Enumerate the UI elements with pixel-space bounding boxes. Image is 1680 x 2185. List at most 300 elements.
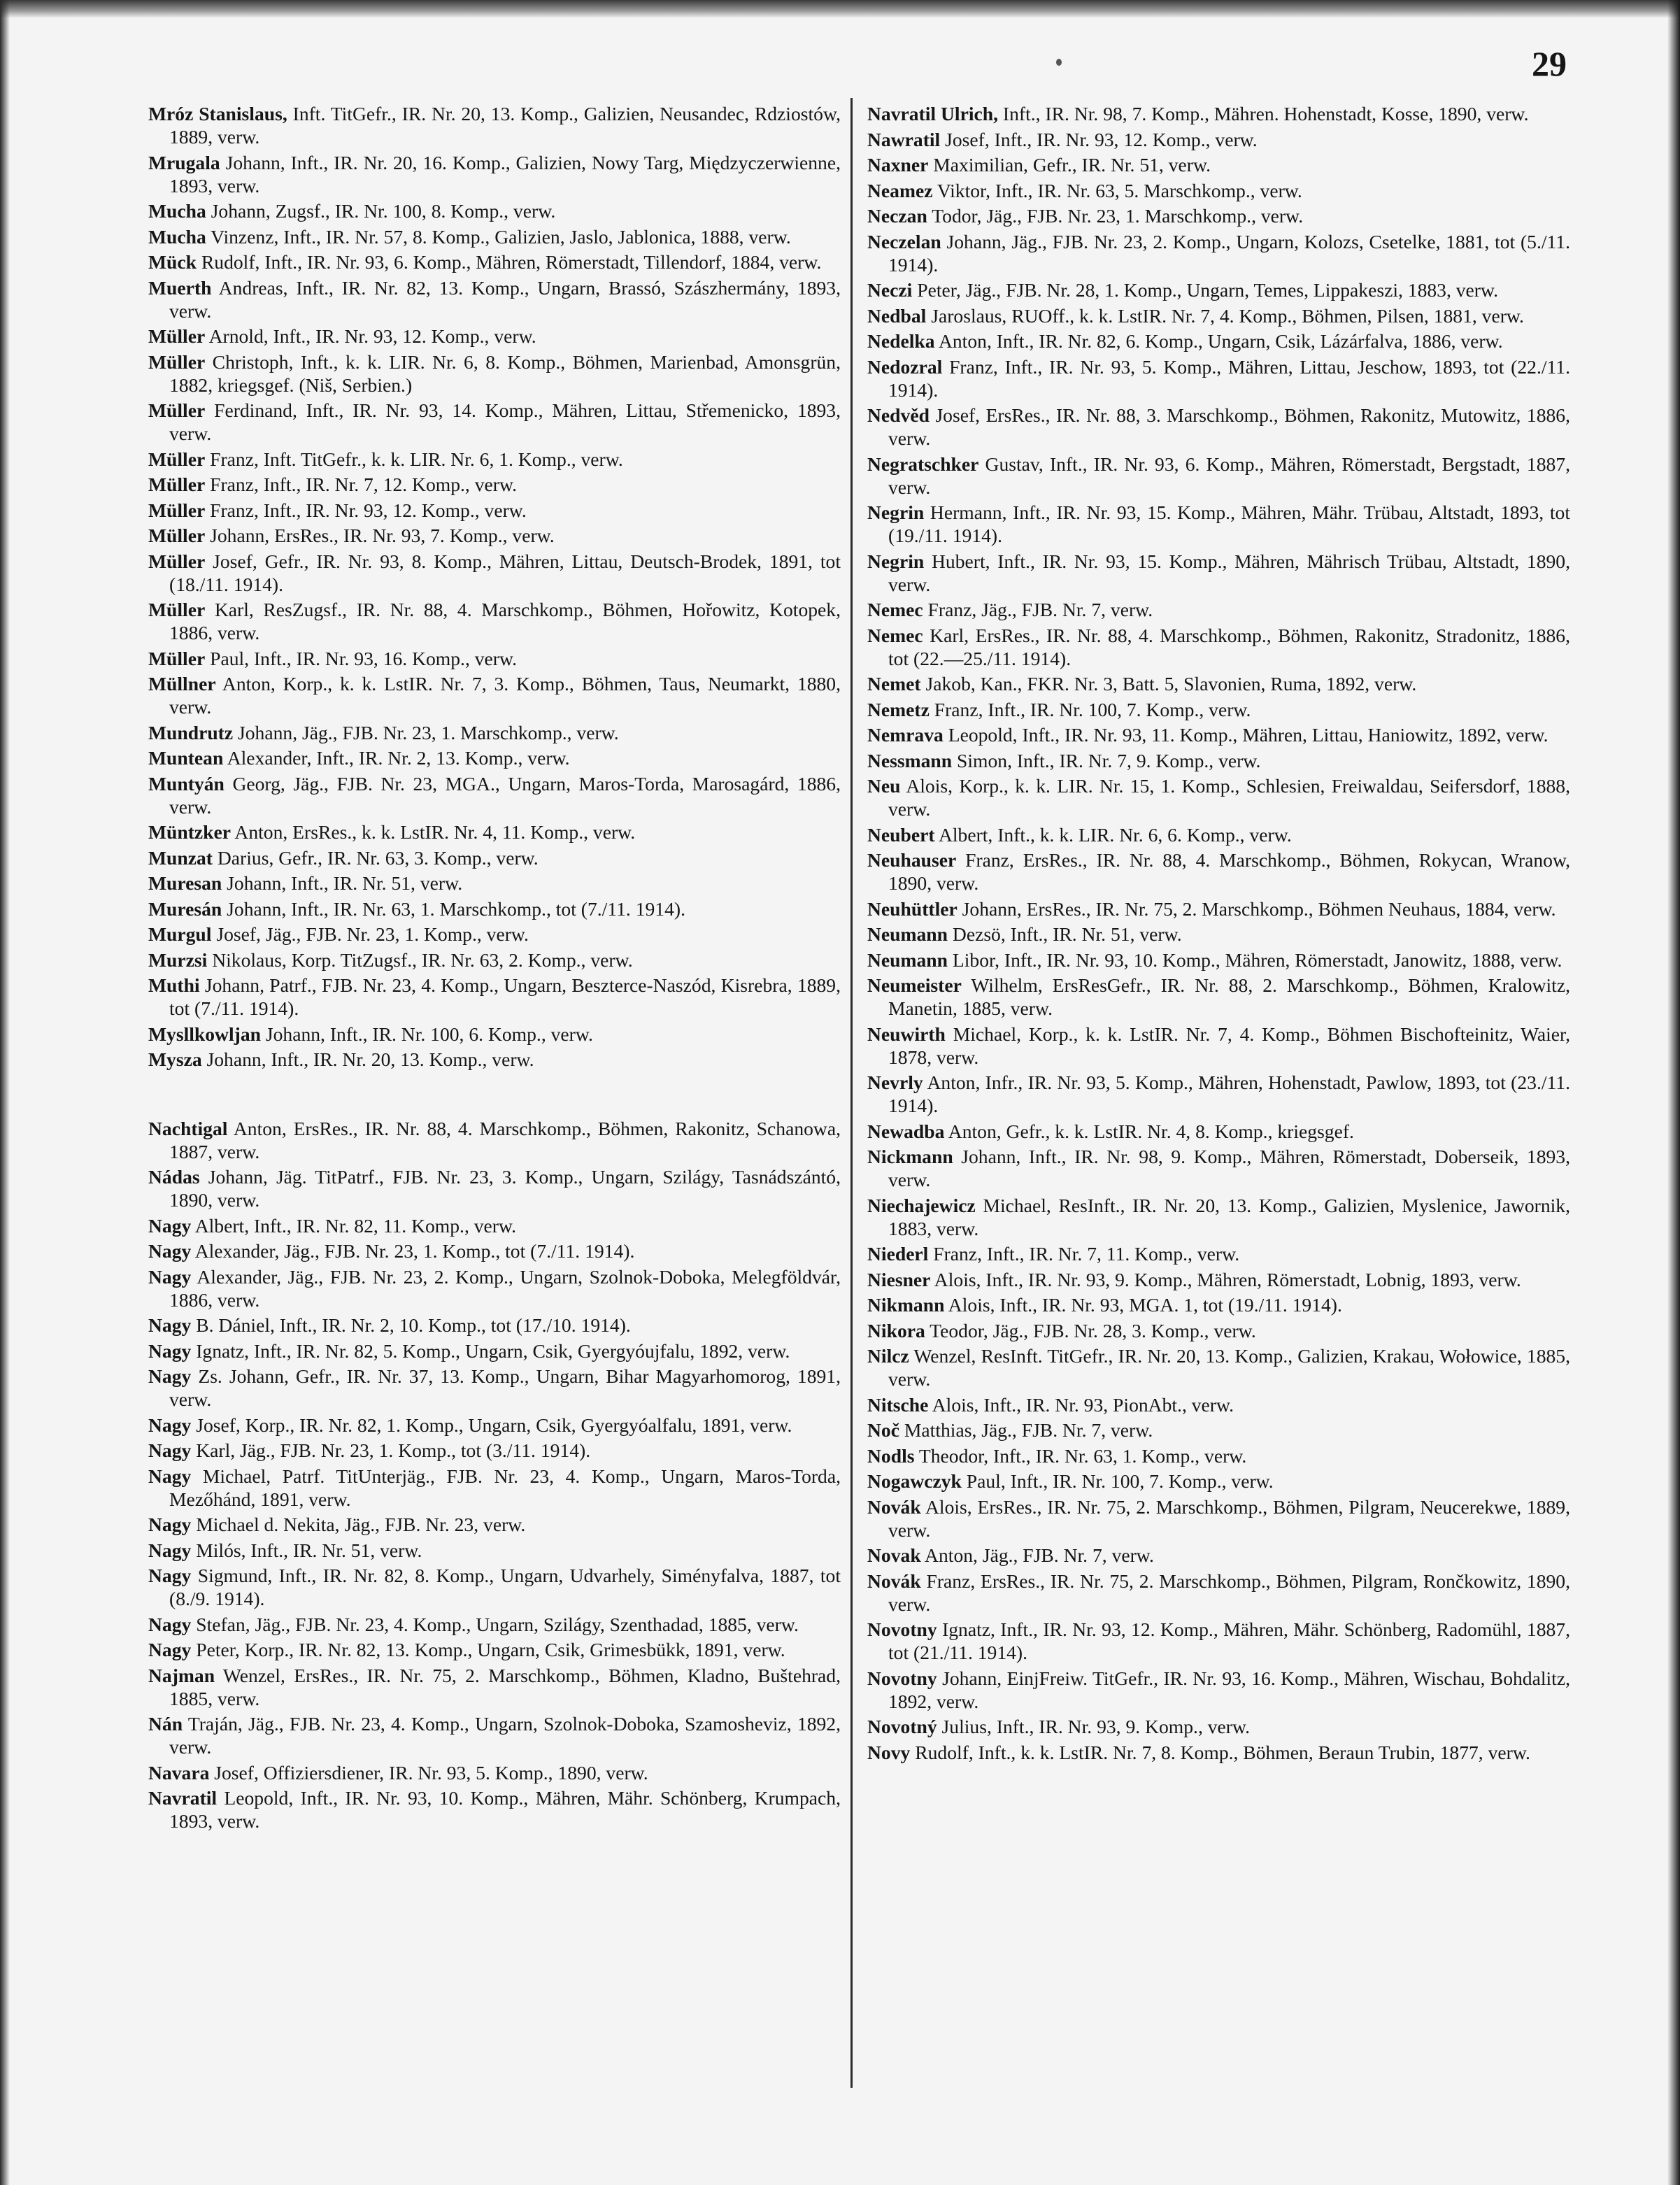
list-item	[867, 948, 1570, 971]
entry-details: Anton, Inft., IR. Nr. 82, 6. Komp., Ungarn, Csik, Lázárfalva, 1886, verw.	[934, 330, 1503, 352]
entry-details: Johann, Jäg., FJB. Nr. 23, 1. Marschkomp., verw.	[233, 721, 619, 743]
entry-details: Viktor, Inft., IR. Nr. 63, 5. Marschkomp., verw.	[932, 179, 1302, 201]
entry-details: Franz, Inft., IR. Nr. 7, 11. Komp., verw.	[928, 1243, 1240, 1265]
list-item	[867, 1268, 1570, 1291]
right-column	[867, 102, 1570, 1766]
list-item	[148, 1214, 841, 1237]
entry-surname: Muntyán	[148, 772, 225, 795]
list-item	[148, 1465, 841, 1511]
entry-surname: Nagy	[148, 1639, 192, 1660]
entry-details: Christoph, Inft., k. k. LIR. Nr. 6, 8. Komp., Böhmen, Marienbad, Amonsgrün, 1882, kriegsgef. (Niš, Serbien.)	[169, 350, 841, 396]
entry-surname: Nagy	[148, 1613, 192, 1635]
list-item	[148, 550, 841, 596]
list-item	[867, 230, 1570, 276]
list-item	[148, 1314, 841, 1337]
entry-surname: Müller	[148, 448, 206, 470]
list-item	[867, 404, 1570, 450]
list-item	[148, 1048, 841, 1071]
entry-surname: Novák	[867, 1495, 921, 1518]
entry-details: Wenzel, ResInft. TitGefr., IR. Nr. 20, 13. Komp., Galizien, Krakau, Wołowice, 1885, verw.	[888, 1345, 1570, 1390]
entry-details: Libor, Inft., IR. Nr. 93, 10. Komp., Mähren, Römerstadt, Janowitz, 1888, verw.	[948, 948, 1562, 971]
entry-surname: Muntean	[148, 747, 224, 769]
entry-details: Georg, Jäg., FJB. Nr. 23, MGA., Ungarn, Maros-Torda, Marosagárd, 1886, verw.	[169, 772, 841, 818]
entry-surname: Mundrutz	[148, 721, 234, 743]
entry-details: Stefan, Jäg., FJB. Nr. 23, 4. Komp., Ungarn, Szilágy, Szenthadad, 1885, verw.	[191, 1613, 799, 1635]
entry-surname: Nagy	[148, 1365, 192, 1387]
list-item	[867, 897, 1570, 920]
entry-surname: Müntzker	[148, 821, 232, 843]
section-gap	[148, 1074, 841, 1117]
list-item	[148, 1513, 841, 1536]
list-item	[148, 598, 841, 644]
list-item	[148, 473, 841, 496]
entry-surname: Nilcz	[867, 1345, 909, 1367]
entry-details: Matthias, Jäg., FJB. Nr. 7, verw.	[899, 1419, 1153, 1441]
list-item	[148, 276, 841, 322]
entry-details: Johann, Zugsf., IR. Nr. 100, 8. Komp., verw.	[206, 200, 556, 222]
entry-details: Dezsö, Inft., IR. Nr. 51, verw.	[948, 923, 1182, 945]
list-item	[867, 823, 1570, 846]
entry-details: Johann, ErsRes., IR. Nr. 93, 7. Komp., verw.	[205, 525, 555, 546]
entry-details: Leopold, Inft., IR. Nr. 93, 11. Komp., Mähren, Littau, Haniowitz, 1892, verw.	[943, 724, 1549, 746]
entry-surname: Nagy	[148, 1514, 192, 1535]
list-item	[148, 151, 841, 197]
list-item	[148, 1613, 841, 1636]
entry-surname: Muthi	[148, 974, 200, 996]
entry-surname: Müller	[148, 599, 206, 620]
entry-details: Darius, Gefr., IR. Nr. 63, 3. Komp., verw.	[212, 846, 539, 869]
entry-surname: Negrin	[867, 501, 925, 523]
list-item	[148, 102, 841, 148]
list-item	[867, 304, 1570, 327]
entry-surname: Naxner	[867, 154, 929, 176]
list-item	[867, 1145, 1570, 1191]
entry-surname: Nemec	[867, 624, 923, 646]
list-item	[148, 1564, 841, 1610]
list-item	[867, 278, 1570, 301]
entry-details: Franz, ErsRes., IR. Nr. 75, 2. Marschkomp., Böhmen, Pilgram, Rončkowitz, 1890, verw.	[888, 1570, 1570, 1615]
entry-surname: Müller	[148, 499, 206, 521]
entry-details: Johann, EinjFreiw. TitGefr., IR. Nr. 93, 16. Komp., Mähren, Wischau, Bohdalitz, 1892, verw.	[888, 1667, 1570, 1712]
entry-details: Wilhelm, ErsResGefr., IR. Nr. 88, 2. Marschkomp., Böhmen, Kralowitz, Manetin, 1885, verw.	[888, 974, 1570, 1019]
entry-details: Michael, Patrf. TitUnterjäg., FJB. Nr. 23, 4. Komp., Ungarn, Maros-Torda, Mezőhánd, 1891, verw.	[169, 1465, 841, 1510]
entry-surname: Newadba	[867, 1120, 945, 1142]
entry-details: Josef, Jäg., FJB. Nr. 23, 1. Komp., verw.	[211, 923, 529, 945]
scan-edge-right	[1667, 0, 1680, 2185]
entry-surname: Navratil Ulrich,	[867, 103, 998, 124]
entry-details: Alois, ErsRes., IR. Nr. 75, 2. Marschkomp., Böhmen, Pilgram, Neucerekwe, 1889, verw.	[888, 1495, 1570, 1541]
entry-surname: Niesner	[867, 1268, 931, 1290]
left-entries-m	[148, 102, 841, 1071]
entry-details: Paul, Inft., IR. Nr. 100, 7. Komp., verw.	[961, 1470, 1274, 1492]
entry-details: Josef, Offiziersdiener, IR. Nr. 93, 5. Komp., 1890, verw.	[209, 1761, 648, 1784]
list-item	[148, 1664, 841, 1710]
entry-details: Rudolf, Inft., IR. Nr. 93, 6. Komp., Mähren, Römerstadt, Tillendorf, 1884, verw.	[196, 251, 822, 273]
entry-details: B. Dániel, Inft., IR. Nr. 2, 10. Komp., tot (17./10. 1914).	[191, 1314, 631, 1336]
entry-surname: Munzat	[148, 846, 213, 869]
entry-details: Franz, Inft., IR. Nr. 100, 7. Komp., verw.	[929, 698, 1251, 720]
entry-details: Franz, Jäg., FJB. Nr. 7, verw.	[923, 599, 1153, 620]
entry-surname: Nagy	[148, 1439, 192, 1461]
entry-surname: Müller	[148, 525, 206, 546]
entry-details: Andreas, Inft., IR. Nr. 82, 13. Komp., Ungarn, Brassó, Szászhermány, 1893, verw.	[169, 276, 841, 322]
entry-details: Johann, Inft., IR. Nr. 20, 16. Komp., Galizien, Nowy Targ, Międzyczerwienne, 1893, verw.	[169, 151, 841, 197]
entry-surname: Najman	[148, 1664, 215, 1686]
entry-surname: Negratschker	[867, 453, 979, 475]
list-item	[148, 1761, 841, 1784]
entry-surname: Nikmann	[867, 1294, 945, 1316]
entry-surname: Nagy	[148, 1314, 192, 1336]
entry-surname: Mucha	[148, 200, 206, 222]
entry-details: Johann, Inft., IR. Nr. 98, 9. Komp., Mähren, Römerstadt, Doberseik, 1893, verw.	[888, 1146, 1570, 1190]
entry-details: Josef, ErsRes., IR. Nr. 88, 3. Marschkomp., Böhmen, Rakonitz, Mutowitz, 1886, verw.	[888, 404, 1570, 449]
list-item	[148, 499, 841, 522]
list-item	[148, 1165, 841, 1211]
entry-details: Anton, Jäg., FJB. Nr. 7, verw.	[920, 1544, 1154, 1566]
list-item	[148, 199, 841, 222]
entry-details: Alois, Korp., k. k. LIR. Nr. 15, 1. Komp., Schlesien, Freiwaldau, Seifersdorf, 1888, verw.	[888, 775, 1570, 820]
entry-surname: Nedbal	[867, 304, 927, 327]
entry-surname: Nevrly	[867, 1072, 923, 1093]
list-item	[867, 501, 1570, 547]
entry-details: Karl, ResZugsf., IR. Nr. 88, 4. Marschkomp., Böhmen, Hořowitz, Kotopek, 1886, verw.	[169, 599, 841, 643]
entry-details: Peter, Korp., IR. Nr. 82, 13. Komp., Ungarn, Csik, Grimesbükk, 1891, verw.	[191, 1639, 785, 1660]
list-item	[867, 848, 1570, 895]
list-item	[867, 1495, 1570, 1542]
entry-details: Johann, Inft., IR. Nr. 51, verw.	[222, 872, 463, 894]
list-item	[867, 355, 1570, 401]
entry-surname: Müller	[148, 350, 206, 373]
entry-surname: Müller	[148, 325, 206, 347]
entry-surname: Mróz Stanislaus,	[148, 103, 287, 124]
scan-edge-left	[0, 0, 10, 2185]
page-number: 29	[1532, 44, 1567, 83]
entry-surname: Nitsche	[867, 1393, 929, 1416]
list-item	[867, 1667, 1570, 1713]
list-item	[867, 1544, 1570, 1567]
entry-details: Alois, Inft., IR. Nr. 93, MGA. 1, tot (19./11. 1914).	[944, 1294, 1342, 1316]
entry-surname: Neuhauser	[867, 849, 957, 871]
entry-details: Traján, Jäg., FJB. Nr. 23, 4. Komp., Ungarn, Szolnok-Doboka, Szamosheviz, 1892, verw.	[169, 1713, 841, 1758]
entry-surname: Nagy	[148, 1240, 192, 1262]
list-item	[867, 624, 1570, 670]
list-item	[148, 325, 841, 348]
entry-surname: Mrugala	[148, 151, 220, 173]
entry-details: Johann, ErsRes., IR. Nr. 75, 2. Marschkomp., Böhmen Neuhaus, 1884, verw.	[957, 897, 1556, 920]
entry-surname: Novak	[867, 1544, 921, 1566]
entry-details: Julius, Inft., IR. Nr. 93, 9. Komp., verw.	[937, 1716, 1251, 1737]
entry-details: Leopold, Inft., IR. Nr. 93, 10. Komp., Mähren, Mähr. Schönberg, Krumpach, 1893, verw.	[169, 1787, 841, 1832]
entry-surname: Müller	[148, 550, 206, 572]
list-item	[148, 846, 841, 869]
entry-details: Franz, ErsRes., IR. Nr. 88, 4. Marschkomp., Böhmen, Rokycan, Wranow, 1890, verw.	[888, 849, 1570, 894]
entry-details: Johann, Patrf., FJB. Nr. 23, 4. Komp., Ungarn, Beszterce-Naszód, Kisrebra, 1889, tot (7./11. 1914).	[169, 974, 841, 1019]
entry-surname: Nagy	[148, 1214, 192, 1237]
entry-surname: Nachtigal	[148, 1117, 228, 1139]
entry-surname: Nedvěd	[867, 404, 930, 426]
entry-details: Hermann, Inft., IR. Nr. 93, 15. Komp., Mähren, Mähr. Trübau, Altstadt, 1893, tot (19./11. 1914).	[888, 501, 1570, 546]
list-item	[148, 820, 841, 844]
entry-surname: Nawratil	[867, 128, 941, 150]
list-item	[867, 1293, 1570, 1316]
list-item	[867, 598, 1570, 621]
entry-details: Ignatz, Inft., IR. Nr. 93, 12. Komp., Mähren, Mähr. Schönberg, Radomühl, 1887, tot (21./11. 1914).	[888, 1618, 1570, 1663]
entry-surname: Nemrava	[867, 724, 944, 746]
entry-details: Todor, Jäg., FJB. Nr. 23, 1. Marschkomp., verw.	[927, 205, 1304, 227]
entry-surname: Novy	[867, 1741, 911, 1763]
entry-surname: Mucha	[148, 225, 206, 248]
entry-details: Johann, Inft., IR. Nr. 100, 6. Komp., verw.	[260, 1023, 593, 1045]
entry-details: Simon, Inft., IR. Nr. 7, 9. Komp., verw.	[952, 749, 1261, 771]
list-item	[148, 524, 841, 547]
entry-surname: Neamez	[867, 179, 933, 201]
list-item	[148, 1638, 841, 1661]
entry-details: Hubert, Inft., IR. Nr. 93, 15. Komp., Mähren, Mährisch Trübau, Altstadt, 1890, verw.	[888, 550, 1570, 595]
list-item	[867, 102, 1570, 125]
list-item	[867, 179, 1570, 202]
list-item	[148, 1117, 841, 1163]
entry-details: Inft. TitGefr., IR. Nr. 20, 13. Komp., Galizien, Neusandec, Rdziostów, 1889, verw.	[169, 103, 841, 148]
list-item	[867, 329, 1570, 353]
entry-details: Milós, Inft., IR. Nr. 51, verw.	[191, 1539, 422, 1561]
entry-surname: Niechajewicz	[867, 1194, 976, 1216]
entry-details: Alexander, Inft., IR. Nr. 2, 13. Komp., verw.	[223, 747, 570, 769]
entry-surname: Nádas	[148, 1166, 200, 1188]
list-item	[148, 1414, 841, 1437]
entry-details: Alois, Inft., IR. Nr. 93, 9. Komp., Mähren, Römerstadt, Lobnig, 1893, verw.	[930, 1268, 1521, 1290]
entry-details: Teodor, Jäg., FJB. Nr. 28, 3. Komp., verw.	[925, 1319, 1256, 1341]
list-item	[867, 1393, 1570, 1416]
entry-surname: Neczelan	[867, 230, 941, 252]
entry-details: Anton, ErsRes., IR. Nr. 88, 4. Marschkomp., Böhmen, Rakonitz, Schanowa, 1887, verw.	[169, 1117, 841, 1162]
list-item	[148, 1539, 841, 1562]
entry-details: Inft., IR. Nr. 98, 7. Komp., Mähren. Hohenstadt, Kosse, 1890, verw.	[998, 103, 1529, 124]
entry-details: Rudolf, Inft., k. k. LstIR. Nr. 7, 8. Komp., Böhmen, Beraun Trubin, 1877, verw.	[910, 1741, 1530, 1763]
list-item	[867, 1120, 1570, 1143]
entry-details: Franz, Inft., IR. Nr. 93, 5. Komp., Mähren, Littau, Jeschow, 1893, tot (22./11. 1914).	[888, 355, 1570, 401]
list-item	[148, 225, 841, 248]
list-item	[867, 1194, 1570, 1240]
column-divider	[850, 98, 853, 2088]
entry-details: Nikolaus, Korp. TitZugsf., IR. Nr. 63, 2. Komp., verw.	[207, 948, 633, 971]
list-item	[867, 723, 1570, 746]
entry-surname: Neuhüttler	[867, 897, 958, 920]
entry-details: Karl, ErsRes., IR. Nr. 88, 4. Marschkomp., Böhmen, Rakonitz, Stradonitz, 1886, tot (22.—25./11. 1914).	[888, 624, 1570, 669]
list-item	[867, 1071, 1570, 1117]
list-item	[148, 772, 841, 818]
entry-surname: Nagy	[148, 1465, 192, 1487]
entry-details: Maximilian, Gefr., IR. Nr. 51, verw.	[928, 154, 1211, 176]
entry-details: Johann, Inft., IR. Nr. 20, 13. Komp., verw.	[201, 1048, 534, 1070]
entry-details: Sigmund, Inft., IR. Nr. 82, 8. Komp., Ungarn, Udvarhely, Siményfalva, 1887, tot (8./9. 1914).	[169, 1565, 841, 1609]
list-item	[867, 204, 1570, 227]
entry-details: Alexander, Jäg., FJB. Nr. 23, 1. Komp., tot (7./11. 1914).	[191, 1240, 635, 1262]
list-item	[148, 647, 841, 670]
entry-surname: Niederl	[867, 1243, 929, 1265]
list-item	[867, 153, 1570, 176]
entry-surname: Nedelka	[867, 330, 935, 352]
entry-surname: Murzsi	[148, 948, 208, 971]
entry-surname: Neumeister	[867, 974, 962, 996]
scan-edge-top	[0, 0, 1680, 18]
list-item	[867, 1570, 1570, 1616]
entry-surname: Nemec	[867, 599, 923, 620]
entry-surname: Nogawczyk	[867, 1470, 962, 1492]
list-item	[867, 1715, 1570, 1738]
entry-surname: Müller	[148, 399, 206, 421]
list-item	[148, 948, 841, 971]
entry-surname: Neuwirth	[867, 1023, 946, 1045]
entry-surname: Novotny	[867, 1667, 937, 1689]
entry-details: Albert, Inft., k. k. LIR. Nr. 6, 6. Komp., verw.	[934, 823, 1292, 846]
list-item	[148, 897, 841, 920]
entry-details: Paul, Inft., IR. Nr. 93, 16. Komp., verw.	[205, 647, 518, 669]
entry-details: Anton, ErsRes., k. k. LstIR. Nr. 4, 11. Komp., verw.	[231, 821, 636, 843]
entry-details: Johann, Inft., IR. Nr. 63, 1. Marschkomp., tot (7./11. 1914).	[222, 897, 685, 920]
entry-details: Franz, Inft., IR. Nr. 7, 12. Komp., verw.	[205, 474, 517, 495]
list-item	[867, 672, 1570, 695]
entry-surname: Navara	[148, 1761, 210, 1784]
entry-surname: Neczi	[867, 279, 913, 301]
entry-surname: Nedozral	[867, 355, 943, 378]
list-item	[148, 1339, 841, 1362]
entry-surname: Nagy	[148, 1565, 192, 1586]
entry-surname: Neubert	[867, 823, 935, 846]
entry-details: Franz, Inft. TitGefr., k. k. LIR. Nr. 6, 1. Komp., verw.	[205, 448, 623, 470]
entry-details: Arnold, Inft., IR. Nr. 93, 12. Komp., verw.	[205, 325, 536, 347]
entry-surname: Nagy	[148, 1339, 192, 1362]
list-item	[867, 698, 1570, 721]
entry-details: Gustav, Inft., IR. Nr. 93, 6. Komp., Mähren, Römerstadt, Bergstadt, 1887, verw.	[888, 453, 1570, 498]
entry-details: Alexander, Jäg., FJB. Nr. 23, 2. Komp., Ungarn, Szolnok-Doboka, Melegföldvár, 1886, verw.	[169, 1265, 841, 1311]
entry-details: Peter, Jäg., FJB. Nr. 28, 1. Komp., Ungarn, Temes, Lippakeszi, 1883, verw.	[912, 279, 1499, 301]
entry-details: Johann, Jäg., FJB. Nr. 23, 2. Komp., Ungarn, Kolozs, Csetelke, 1881, tot (5./11. 1914).	[888, 230, 1570, 276]
list-item	[148, 746, 841, 769]
entry-surname: Neumann	[867, 948, 948, 971]
entry-surname: Müller	[148, 647, 206, 669]
left-column	[148, 102, 841, 1835]
list-item	[148, 1365, 841, 1411]
list-item	[148, 721, 841, 744]
list-item	[148, 399, 841, 445]
list-item	[148, 923, 841, 946]
entry-details: Albert, Inft., IR. Nr. 82, 11. Komp., verw.	[191, 1214, 517, 1237]
entry-details: Anton, Gefr., k. k. LstIR. Nr. 4, 8. Komp., kriegsgef.	[944, 1120, 1354, 1142]
entry-surname: Mysza	[148, 1048, 202, 1070]
list-item	[148, 250, 841, 273]
entry-surname: Nemet	[867, 673, 921, 695]
entry-surname: Neu	[867, 775, 901, 797]
list-item	[148, 1239, 841, 1262]
entry-details: Franz, Inft., IR. Nr. 93, 12. Komp., verw.	[205, 499, 527, 521]
list-item	[867, 923, 1570, 946]
entry-details: Ignatz, Inft., IR. Nr. 82, 5. Komp., Ungarn, Csik, Gyergyóujfalu, 1892, verw.	[191, 1339, 790, 1362]
entry-surname: Nodls	[867, 1444, 915, 1467]
list-item	[867, 1023, 1570, 1069]
entry-details: Wenzel, ErsRes., IR. Nr. 75, 2. Marschkomp., Böhmen, Kladno, Buštehrad, 1885, verw.	[169, 1664, 841, 1709]
entry-details: Josef, Gefr., IR. Nr. 93, 8. Komp., Mähren, Littau, Deutsch-Brodek, 1891, tot (18./11. 1914).	[169, 550, 841, 595]
entry-surname: Nagy	[148, 1265, 192, 1288]
list-item	[148, 871, 841, 895]
entry-surname: Nán	[148, 1713, 183, 1735]
entry-surname: Noč	[867, 1419, 899, 1441]
entry-details: Jakob, Kan., FKR. Nr. 3, Batt. 5, Slavonien, Ruma, 1892, verw.	[920, 673, 1417, 695]
entry-details: Michael d. Nekita, Jäg., FJB. Nr. 23, verw.	[191, 1514, 526, 1535]
entry-surname: Murgul	[148, 923, 212, 945]
entry-surname: Novák	[867, 1570, 921, 1592]
entry-details: Zs. Johann, Gefr., IR. Nr. 37, 13. Komp., Ungarn, Bihar Magyarhomorog, 1891, verw.	[169, 1365, 841, 1410]
entry-details: Anton, Korp., k. k. LstIR. Nr. 7, 3. Komp., Böhmen, Taus, Neumarkt, 1880, verw.	[169, 673, 841, 718]
list-item	[148, 448, 841, 471]
entry-surname: Novotny	[867, 1618, 937, 1640]
entry-details: Michael, ResInft., IR. Nr. 20, 13. Komp., Galizien, Myslenice, Jawornik, 1883, verw.	[888, 1194, 1570, 1239]
list-item	[148, 1712, 841, 1758]
entry-surname: Navratil	[148, 1787, 218, 1809]
entry-surname: Müller	[148, 474, 206, 495]
list-item	[867, 1618, 1570, 1664]
list-item	[867, 453, 1570, 499]
list-item	[867, 774, 1570, 820]
entry-details: Alois, Inft., IR. Nr. 93, PionAbt., verw.	[928, 1393, 1234, 1416]
entry-surname: Nessmann	[867, 749, 953, 771]
entry-details: Karl, Jäg., FJB. Nr. 23, 1. Komp., tot (3./11. 1914).	[191, 1439, 591, 1461]
entry-details: Vinzenz, Inft., IR. Nr. 57, 8. Komp., Galizien, Jaslo, Jablonica, 1888, verw.	[206, 225, 791, 248]
entry-details: Josef, Korp., IR. Nr. 82, 1. Komp., Ungarn, Csik, Gyergyóalfalu, 1891, verw.	[191, 1414, 792, 1436]
entry-surname: Neumann	[867, 923, 948, 945]
list-item	[867, 128, 1570, 151]
entry-surname: Muresán	[148, 897, 222, 920]
list-item	[867, 1418, 1570, 1442]
list-item	[867, 1469, 1570, 1493]
entry-details: Michael, Korp., k. k. LstIR. Nr. 7, 4. Komp., Böhmen Bischofteinitz, Waier, 1878, verw.	[888, 1023, 1570, 1068]
entry-surname: Muerth	[148, 276, 212, 299]
list-item	[867, 1242, 1570, 1265]
entry-surname: Novotný	[867, 1716, 937, 1737]
list-item	[867, 1741, 1570, 1764]
list-item	[148, 672, 841, 718]
right-entries	[867, 102, 1570, 1764]
entry-surname: Nagy	[148, 1414, 192, 1436]
entry-surname: Mysllkowljan	[148, 1023, 261, 1045]
entry-surname: Müllner	[148, 673, 216, 695]
entry-surname: Muresan	[148, 872, 222, 894]
list-item	[867, 1344, 1570, 1390]
list-item	[148, 1786, 841, 1832]
entry-details: Anton, Infr., IR. Nr. 93, 5. Komp., Mähren, Hohenstadt, Pawlow, 1893, tot (23./11. 1914).	[888, 1072, 1570, 1116]
list-item	[148, 1265, 841, 1311]
list-item	[148, 974, 841, 1020]
entry-details: Jaroslaus, RUOff., k. k. LstIR. Nr. 7, 4. Komp., Böhmen, Pilsen, 1881, verw.	[926, 304, 1524, 327]
ink-speck	[1056, 59, 1062, 66]
list-item	[867, 749, 1570, 772]
list-item	[867, 550, 1570, 596]
list-item	[867, 1444, 1570, 1467]
entry-surname: Nikora	[867, 1319, 925, 1341]
list-item	[867, 1319, 1570, 1342]
entry-details: Theodor, Inft., IR. Nr. 63, 1. Komp., verw.	[914, 1444, 1247, 1467]
list-item	[148, 1023, 841, 1046]
entry-details: Josef, Inft., IR. Nr. 93, 12. Komp., verw.	[940, 128, 1258, 150]
entry-surname: Neczan	[867, 205, 927, 227]
entry-details: Ferdinand, Inft., IR. Nr. 93, 14. Komp., Mähren, Littau, Střemenicko, 1893, verw.	[169, 399, 841, 444]
entry-surname: Negrin	[867, 550, 925, 572]
entry-details: Johann, Jäg. TitPatrf., FJB. Nr. 23, 3. Komp., Ungarn, Szilágy, Tasnádszántó, 1890, verw.	[169, 1166, 841, 1211]
entry-surname: Nemetz	[867, 698, 930, 720]
left-entries-n	[148, 1117, 841, 1833]
list-item	[867, 974, 1570, 1020]
entry-surname: Nickmann	[867, 1146, 953, 1167]
list-item	[148, 350, 841, 397]
